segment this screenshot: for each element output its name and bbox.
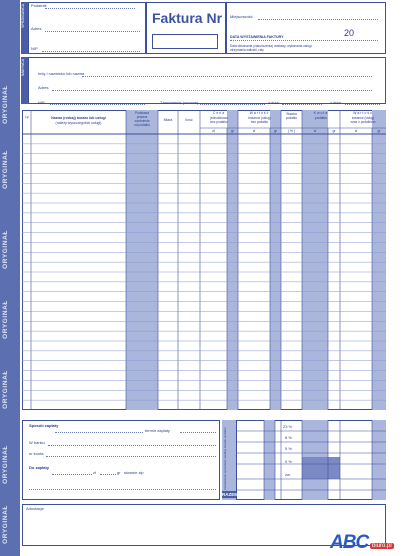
col-tax: Kwota: [313, 111, 329, 115]
unit-gr4: gr: [377, 129, 381, 133]
page-title: Faktura Nr: [152, 10, 223, 26]
rate-0: 0 %: [285, 459, 292, 464]
copy-label: ORYGINAŁ: [2, 85, 9, 124]
to-pay-label: Do zapłaty: [29, 465, 50, 470]
seller-side-label: SPRZEDAWCA: [21, 2, 28, 54]
col-basis: Podstawa prawna zwolnienia od podatku: [134, 111, 150, 127]
seller-nip-label: NIP: [31, 46, 38, 51]
unit-gr1: gr: [230, 129, 235, 133]
buyer-side-label: NABYWCA: [21, 57, 28, 104]
date-label: DATA WYSTAWIENIA FAKTURY: [230, 35, 284, 39]
col-price: Cena: [212, 111, 226, 115]
rate-23: 23 %: [283, 424, 293, 429]
payment-method-label: Sposób zapłaty: [29, 423, 59, 428]
col-name: Nazwa (rodzaj) towaru lub usługi: [51, 116, 106, 120]
rate-5: 5 %: [285, 446, 292, 451]
col-net-sub: towarów (usług) bez podatku: [248, 116, 271, 124]
invoice-number-field[interactable]: [152, 34, 218, 49]
buyer-box: [28, 57, 386, 104]
contract-from-label: z dnia: [268, 100, 279, 105]
summary-side-text: Zestawienie sprzedaży według stawek podatku: [223, 427, 227, 491]
copy-label-2: ORYGINAŁ: [2, 150, 9, 189]
due-date-label: termin zapłaty: [145, 428, 170, 433]
unit-zl1: zł: [212, 129, 215, 133]
year-prefix: 20: [344, 28, 355, 38]
rate-8: 8 %: [285, 435, 292, 440]
copy-label-6: ORYGINAŁ: [2, 445, 9, 484]
col-net: Wartość: [249, 111, 270, 115]
total-label: RAZEM: [222, 492, 238, 497]
unit-zl4: zł: [354, 129, 358, 133]
in-words-label: słownie złp: [124, 470, 144, 475]
col-price-sub: jednostkowa bez podatku: [210, 116, 228, 124]
col-name-sub: (należy wyszczególnić usługi): [55, 121, 102, 125]
notes-label: Adnotacje: [26, 506, 44, 511]
copy-label-5: ORYGINAŁ: [2, 370, 9, 409]
unit-zl3: zł: [313, 129, 317, 133]
seller-box: [28, 2, 146, 54]
seller-address-label: Adres: [31, 26, 42, 31]
col-qty: Ilość: [185, 118, 193, 122]
to-pay-zl: zł: [93, 470, 96, 475]
contract-label: Zamówienie (umowa): [160, 100, 199, 105]
place-label: Miejscowość: [230, 14, 253, 19]
unit-gr2: gr: [273, 129, 278, 133]
contract-date-label: z dnia: [330, 100, 341, 105]
rate-zw: zw.: [285, 472, 291, 477]
unit-pct: ( % ): [287, 129, 296, 133]
buyer-name-label: Imię i nazwisko lub nazwa: [38, 71, 85, 76]
col-rate: Stawka podatku: [285, 112, 298, 120]
col-gross: Wartość: [353, 111, 373, 115]
buyer-nip-label: NIP: [38, 100, 45, 105]
abc-logo-text: ABC: [330, 532, 369, 553]
copy-label-7: ORYGINAŁ: [2, 505, 9, 544]
abc-logo: [330, 532, 404, 556]
summary-grid: [236, 420, 386, 500]
bank-label: W banku: [29, 440, 45, 445]
unit-gr3: gr: [332, 129, 336, 133]
col-lp: Lp: [25, 115, 29, 119]
col-gross-sub: towarów (usług) wraz z podatkiem: [350, 116, 376, 124]
account-label: nr konta: [29, 451, 44, 456]
buyer-address-label: Adres: [38, 85, 49, 90]
to-pay-gr: gr: [117, 470, 121, 475]
copy-label-3: ORYGINAŁ: [2, 230, 9, 269]
abc-logo-sub: biuro.pl: [372, 543, 392, 549]
unit-zl2: zł: [252, 129, 256, 133]
col-unit: Miara: [163, 118, 173, 122]
items-grid: [22, 110, 386, 410]
col-tax-sub: podatku: [314, 116, 328, 120]
seller-name-label: Podatnik: [31, 3, 47, 8]
sale-date-label: Data dokonania (zakończenia) dostawy, wykonania usługi, otrzymania zaliczki, raty: [230, 44, 313, 52]
copy-label-4: ORYGINAŁ: [2, 300, 9, 339]
